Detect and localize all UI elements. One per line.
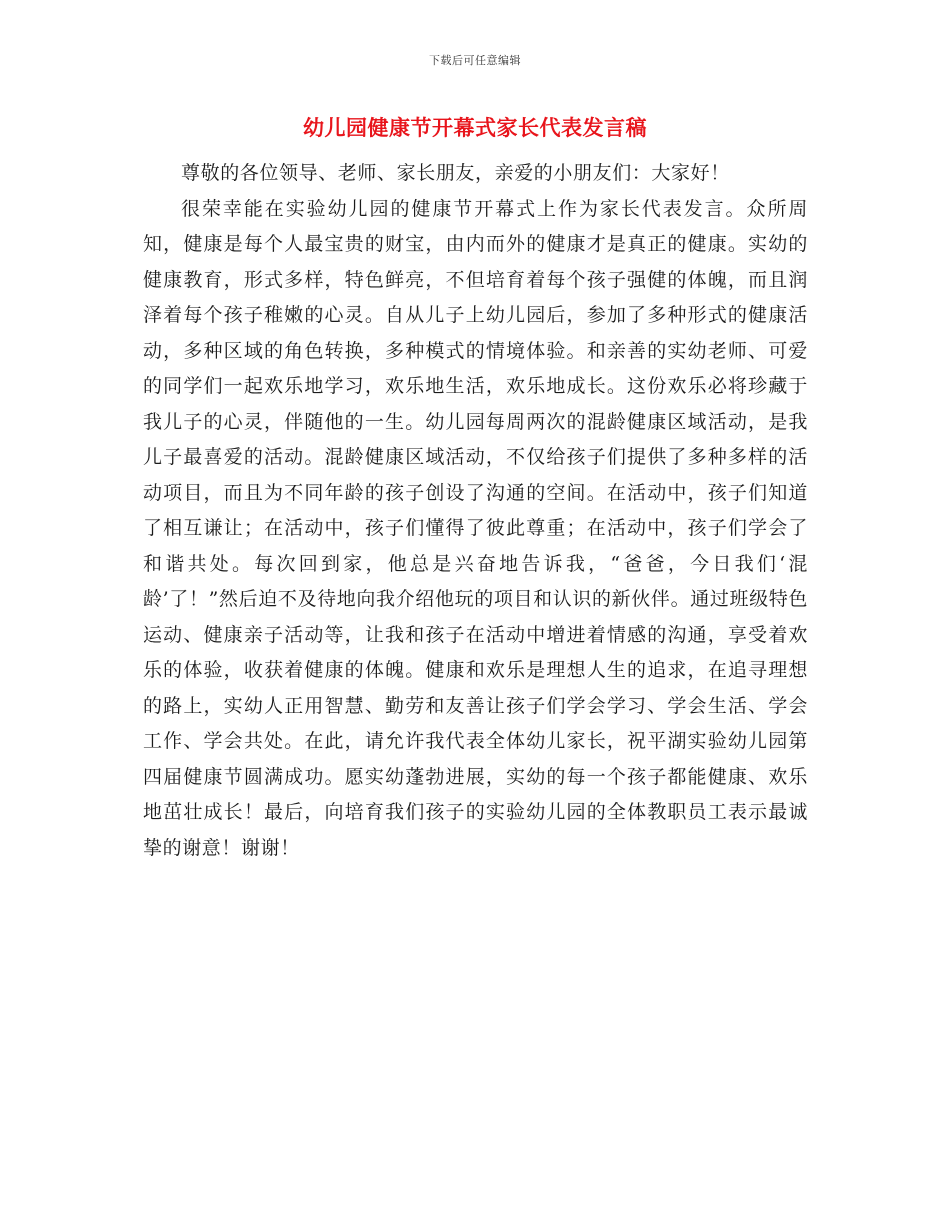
document-body (143, 156, 808, 866)
greeting-paragraph: 尊敬的各位领导、老师、家长朋友，亲爱的小朋友们：大家好！ (181, 162, 730, 184)
speech-paragraph: 很荣幸能在实验幼儿园的健康节开幕式上作为家长代表发言。众所周知，健康是每个人最宝贵的财宝，由内而外的健康才是真正的健康。实幼的健康教育，形式多样，特色鲜亮，不但培育着每个孩子强健的体魄，而且润泽着每个孩子稚嫩的心灵。自从儿子上幼儿园后，参加了多种形式的健康活动，多种区域的角色转换，多种模式的情境体验。和亲善的实幼老师、可爱的同学们一起欢乐地学习，欢乐地生活，欢乐地成长。这份欢乐必将珍藏于我儿子的心灵，伴随他的一生。幼儿园每周两次的混龄健康区域活动，是我儿子最喜爱的活动。混龄健康区域活动，不仅给孩子们提供了多种多样的活动项目，而且为不同年龄的孩子创设了沟通的空间。在活动中，孩子们知道了相互谦让；在活动中，孩子们懂得了彼此尊重；在活动中，孩子们学会了和谐共处。每次回到家，他总是兴奋地告诉我，“爸爸，今日我们‘混龄’了！”然后迫不及待地向我介绍他玩的项目和认识的新伙伴。通过班级特色运动、健康亲子活动等，让我和孩子在活动中增进着情感的沟通，享受着欢乐的体验，收获着健康的体魄。健康和欢乐是理想人生的追求，在追寻理想的路上，实幼人正用智慧、勤劳和友善让孩子们学会学习、学会生活、学会工作、学会共处。在此，请允许我代表全体幼儿家长，祝平湖实验幼儿园第四届健康节圆满成功。愿实幼蓬勃进展，实幼的每一个孩子都能健康、欢乐地茁壮成长！最后，向培育我们孩子的实验幼儿园的全体教职员工表示最诚挚的谢意！谢谢！ (143, 197, 808, 859)
header-note: 下载后可任意编辑 (429, 54, 521, 67)
document-title: 幼儿园健康节开幕式家长代表发言稿 (303, 116, 647, 140)
